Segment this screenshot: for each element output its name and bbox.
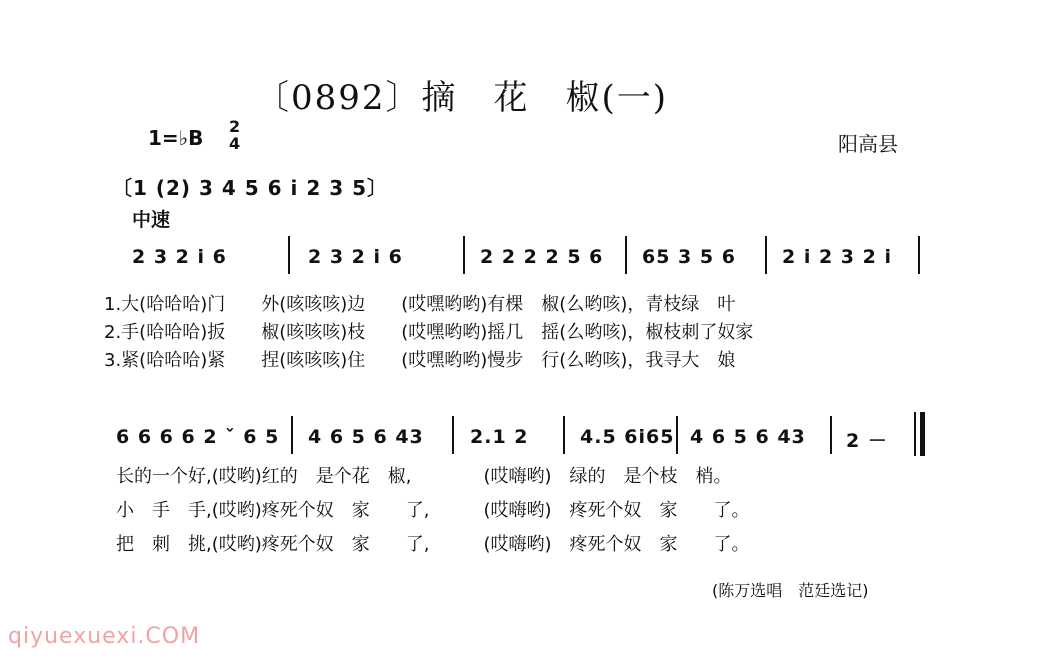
measure-10: 4 6 5 6 43 — [690, 426, 806, 448]
key-signature: 1=♭B — [148, 126, 204, 150]
song-title: 〔0892〕摘 花 椒(一) — [255, 78, 669, 118]
barline — [288, 236, 290, 274]
barline — [452, 416, 454, 454]
measure-9: 4.5 6i65 — [580, 426, 675, 448]
time-signature-top: 2 — [229, 117, 241, 136]
tempo-marking: 中速 — [132, 209, 171, 231]
lyric-line-4: 长的一个好,(哎哟)红的 是个花 椒, (哎嗨哟) 绿的 是个枝 梢。 — [116, 466, 732, 487]
measure-2: 2 3 2 i 6 — [308, 246, 403, 268]
barline — [463, 236, 465, 274]
watermark: qiyuexuexi.COM — [8, 624, 201, 649]
barline — [563, 416, 565, 454]
barline — [918, 236, 920, 274]
intro-notes: 〔1 (2) 3 4 5 6 i 2 3 5〕 — [112, 176, 389, 200]
barline — [625, 236, 627, 274]
credit-line: (陈万选唱 范廷选记) — [712, 581, 869, 600]
time-signature-bottom: 4 — [229, 134, 241, 153]
lyric-line-1: 1.大(哈哈哈)门 外(咳咳咳)边 (哎嘿哟哟)有棵 椒(么哟咳)，青枝绿 叶 — [104, 294, 736, 315]
final-barline-thin — [914, 412, 916, 456]
lyric-line-5: 小 手 手,(哎哟)疼死个奴 家 了, (哎嗨哟) 疼死个奴 家 了。 — [116, 500, 750, 521]
final-barline-thick — [920, 412, 925, 456]
measure-7: 4 6 5 6 43 — [308, 426, 424, 448]
barline — [765, 236, 767, 274]
time-signature — [229, 118, 240, 152]
measure-8: 2.1 2 — [470, 426, 529, 448]
barline — [830, 416, 832, 454]
measure-11: 2 － — [846, 430, 888, 452]
barline — [676, 416, 678, 454]
lyric-line-3: 3.紧(哈哈哈)紧 捏(咳咳咳)住 (哎嘿哟哟)慢步 行(么哟咳)，我寻大 娘 — [104, 350, 736, 371]
measure-3: 2 2 2 2 5 6 — [480, 246, 604, 268]
lyric-line-6: 把 刺 挑,(哎哟)疼死个奴 家 了, (哎嗨哟) 疼死个奴 家 了。 — [116, 534, 750, 555]
measure-5: 2 i 2 3 2 i — [782, 246, 892, 268]
measure-6: 6 6 6 6 2 ˇ 6 5 — [116, 426, 280, 448]
measure-1: 2 3 2 i 6 — [132, 246, 227, 268]
measure-4: 65 3 5 6 — [642, 246, 736, 268]
lyric-line-2: 2.手(哈哈哈)扳 椒(咳咳咳)枝 (哎嘿哟哟)摇几 摇(么哟咳)，椒枝刺了奴家 — [104, 322, 754, 343]
barline — [291, 416, 293, 454]
region-label: 阳高县 — [838, 132, 898, 156]
